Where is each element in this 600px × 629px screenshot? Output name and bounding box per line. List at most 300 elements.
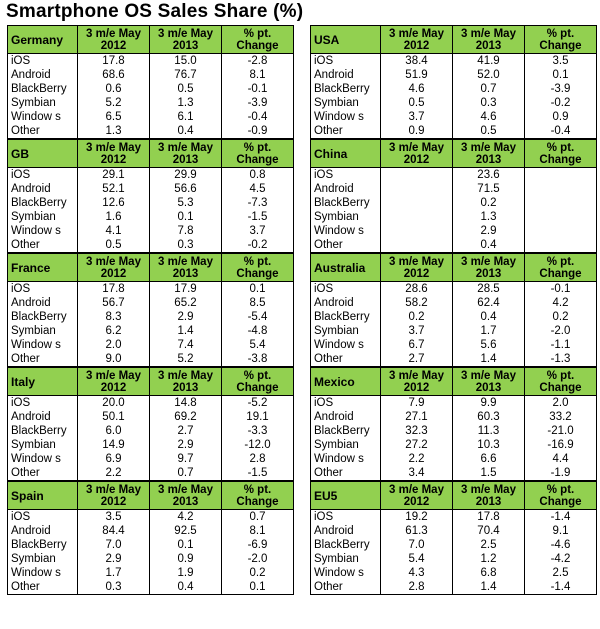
column-header <box>525 140 597 168</box>
os-label: Android <box>8 182 78 196</box>
value-cell: 0.5 <box>381 96 453 110</box>
value-cell: 0.5 <box>78 238 150 253</box>
os-label: Symbian <box>311 96 381 110</box>
table-row <box>8 54 294 69</box>
value-cell: -1.4 <box>525 510 597 525</box>
column-header <box>381 368 453 396</box>
os-label: Android <box>311 296 381 310</box>
column-header <box>78 368 150 396</box>
country-table-gb <box>7 139 294 253</box>
column-header-line: Change <box>539 39 582 52</box>
table-row <box>8 452 294 466</box>
value-cell: 0.2 <box>453 196 525 210</box>
column-header-line: 2012 <box>100 39 127 52</box>
table-row <box>311 524 597 538</box>
chart-title: Smartphone OS Sales Share (%) <box>6 1 304 22</box>
value-cell: 1.4 <box>453 580 525 595</box>
value-cell: 6.9 <box>78 452 150 466</box>
value-cell: 2.2 <box>381 452 453 466</box>
value-cell: 11.3 <box>453 424 525 438</box>
os-label: Window s <box>8 110 78 124</box>
column-header <box>381 254 453 282</box>
os-label: Other <box>8 238 78 253</box>
column-header <box>78 254 150 282</box>
value-cell <box>381 182 453 196</box>
table-header-row <box>8 140 294 168</box>
column-header-line: Change <box>236 495 279 508</box>
table-row <box>8 338 294 352</box>
column-header-line: 2013 <box>172 495 199 508</box>
value-cell: -4.2 <box>525 552 597 566</box>
value-cell: -5.4 <box>222 310 294 324</box>
value-cell: 4.2 <box>525 296 597 310</box>
value-cell: 1.3 <box>453 210 525 224</box>
country-label: Australia <box>311 254 381 282</box>
value-cell: -3.9 <box>222 96 294 110</box>
value-cell: 0.2 <box>381 310 453 324</box>
column-header-line: Change <box>539 381 582 394</box>
value-cell: 56.7 <box>78 296 150 310</box>
column-header-line: 2012 <box>100 153 127 166</box>
os-label: Android <box>8 296 78 310</box>
value-cell: 3.7 <box>381 324 453 338</box>
value-cell: 0.5 <box>453 124 525 139</box>
value-cell: 0.2 <box>525 310 597 324</box>
value-cell: 58.2 <box>381 296 453 310</box>
value-cell: -0.4 <box>525 124 597 139</box>
column-header-line: % pt. <box>546 483 575 496</box>
table-row <box>311 238 597 253</box>
column-header-line: 2012 <box>100 495 127 508</box>
os-label: BlackBerry <box>311 310 381 324</box>
value-cell: 71.5 <box>453 182 525 196</box>
column-header <box>150 368 222 396</box>
value-cell: -1.5 <box>222 466 294 481</box>
column-header-line: 3 m/e May <box>86 141 141 154</box>
table-row <box>311 396 597 411</box>
table-row <box>8 524 294 538</box>
table-row <box>311 580 597 595</box>
os-label: Other <box>8 466 78 481</box>
table-row <box>311 110 597 124</box>
value-cell: -0.2 <box>222 238 294 253</box>
column-header <box>453 482 525 510</box>
value-cell <box>525 210 597 224</box>
value-cell: -1.4 <box>525 580 597 595</box>
value-cell: 2.9 <box>150 310 222 324</box>
os-label: Window s <box>8 224 78 238</box>
column-header-line: 3 m/e May <box>461 255 516 268</box>
value-cell: 0.9 <box>525 110 597 124</box>
column-header <box>222 482 294 510</box>
os-label: BlackBerry <box>8 310 78 324</box>
column-header <box>150 482 222 510</box>
table-row <box>311 168 597 183</box>
country-table-mexico <box>310 367 597 481</box>
os-label: Symbian <box>8 438 78 452</box>
column-header <box>381 140 453 168</box>
table-row <box>311 124 597 139</box>
os-label: Android <box>8 68 78 82</box>
table-header-row <box>311 368 597 396</box>
value-cell: 1.3 <box>78 124 150 139</box>
value-cell: 0.9 <box>381 124 453 139</box>
table-row <box>8 466 294 481</box>
value-cell: 2.8 <box>381 580 453 595</box>
value-cell: 29.9 <box>150 168 222 183</box>
value-cell: 15.0 <box>150 54 222 69</box>
os-label: Android <box>311 68 381 82</box>
value-cell: 17.8 <box>78 54 150 69</box>
os-label: Android <box>311 182 381 196</box>
column-header-line: Change <box>236 381 279 394</box>
country-label: EU5 <box>311 482 381 510</box>
os-label: Symbian <box>311 210 381 224</box>
os-label: iOS <box>8 168 78 183</box>
value-cell: 2.7 <box>381 352 453 367</box>
value-cell: 0.5 <box>150 82 222 96</box>
os-label: Window s <box>311 566 381 580</box>
value-cell: 2.0 <box>78 338 150 352</box>
value-cell: 0.1 <box>150 210 222 224</box>
value-cell: 0.1 <box>222 580 294 595</box>
country-table-spain <box>7 481 294 595</box>
table-row <box>8 168 294 183</box>
value-cell <box>525 168 597 183</box>
value-cell: 52.1 <box>78 182 150 196</box>
table-row <box>8 182 294 196</box>
value-cell: 0.4 <box>453 310 525 324</box>
os-label: iOS <box>8 396 78 411</box>
column-header <box>78 26 150 54</box>
value-cell: 9.7 <box>150 452 222 466</box>
column-header <box>222 254 294 282</box>
value-cell: 52.0 <box>453 68 525 82</box>
os-label: BlackBerry <box>8 538 78 552</box>
table-row <box>311 310 597 324</box>
table-row <box>8 310 294 324</box>
os-label: Symbian <box>8 96 78 110</box>
column-header-line: 2013 <box>475 267 502 280</box>
value-cell: 32.3 <box>381 424 453 438</box>
value-cell: 62.4 <box>453 296 525 310</box>
column-header-line: 3 m/e May <box>389 483 444 496</box>
value-cell: 4.5 <box>222 182 294 196</box>
table-row <box>8 396 294 411</box>
os-label: Symbian <box>8 552 78 566</box>
column-header-line: 3 m/e May <box>461 483 516 496</box>
column-header-line: 3 m/e May <box>158 483 213 496</box>
value-cell: -2.0 <box>525 324 597 338</box>
value-cell: 0.3 <box>453 96 525 110</box>
value-cell: 0.2 <box>222 566 294 580</box>
column-header-line: 2013 <box>172 267 199 280</box>
value-cell: 14.8 <box>150 396 222 411</box>
column-header-line: % pt. <box>546 255 575 268</box>
value-cell: 5.2 <box>78 96 150 110</box>
value-cell: 3.7 <box>381 110 453 124</box>
column-header <box>453 254 525 282</box>
table-row <box>8 96 294 110</box>
country-label: USA <box>311 26 381 54</box>
column-header <box>525 26 597 54</box>
value-cell: 7.8 <box>150 224 222 238</box>
value-cell: -1.5 <box>222 210 294 224</box>
os-label: Android <box>311 524 381 538</box>
table-row <box>8 424 294 438</box>
value-cell: 2.9 <box>150 438 222 452</box>
value-cell: -1.9 <box>525 466 597 481</box>
value-cell: -0.4 <box>222 110 294 124</box>
table-row <box>311 452 597 466</box>
value-cell: 1.7 <box>453 324 525 338</box>
value-cell: 0.4 <box>453 238 525 253</box>
table-row <box>311 566 597 580</box>
os-label: Android <box>8 524 78 538</box>
column-header-line: 2012 <box>403 39 430 52</box>
column-header <box>453 368 525 396</box>
value-cell: 1.5 <box>453 466 525 481</box>
os-label: Symbian <box>311 324 381 338</box>
value-cell: 0.3 <box>150 238 222 253</box>
value-cell: 28.5 <box>453 282 525 297</box>
table-row <box>8 124 294 139</box>
table-row <box>311 410 597 424</box>
column-header-line: 3 m/e May <box>158 369 213 382</box>
value-cell: -4.8 <box>222 324 294 338</box>
column-header-line: % pt. <box>243 27 272 40</box>
value-cell: 6.5 <box>78 110 150 124</box>
table-row <box>311 296 597 310</box>
column-header-line: 2013 <box>475 153 502 166</box>
value-cell: 23.6 <box>453 168 525 183</box>
table-row <box>311 424 597 438</box>
table-row <box>8 296 294 310</box>
country-table-germany <box>7 25 294 139</box>
value-cell: 51.9 <box>381 68 453 82</box>
os-label: Window s <box>311 224 381 238</box>
value-cell: 65.2 <box>150 296 222 310</box>
value-cell: 0.7 <box>222 510 294 525</box>
table-row <box>311 210 597 224</box>
os-label: BlackBerry <box>311 424 381 438</box>
value-cell: 8.1 <box>222 524 294 538</box>
value-cell: 9.9 <box>453 396 525 411</box>
value-cell: 10.3 <box>453 438 525 452</box>
column-header-line: % pt. <box>243 141 272 154</box>
table-row <box>8 238 294 253</box>
table-row <box>8 552 294 566</box>
os-label: iOS <box>311 168 381 183</box>
value-cell: 2.7 <box>150 424 222 438</box>
column-header-line: 3 m/e May <box>158 255 213 268</box>
os-label: iOS <box>8 282 78 297</box>
table-row <box>311 224 597 238</box>
os-label: Other <box>8 352 78 367</box>
value-cell: 1.7 <box>78 566 150 580</box>
column-header-line: 2013 <box>475 39 502 52</box>
os-label: Other <box>311 580 381 595</box>
value-cell: 14.9 <box>78 438 150 452</box>
table-row <box>311 82 597 96</box>
value-cell: 0.3 <box>78 580 150 595</box>
country-label: Italy <box>8 368 78 396</box>
table-row <box>311 510 597 525</box>
value-cell: 70.4 <box>453 524 525 538</box>
column-header-line: Change <box>236 153 279 166</box>
value-cell: 6.6 <box>453 452 525 466</box>
table-row <box>311 54 597 69</box>
value-cell: 7.0 <box>381 538 453 552</box>
value-cell: 76.7 <box>150 68 222 82</box>
table-row <box>311 68 597 82</box>
value-cell: 5.3 <box>150 196 222 210</box>
value-cell: 38.4 <box>381 54 453 69</box>
os-label: Android <box>8 410 78 424</box>
column-header-line: % pt. <box>546 27 575 40</box>
value-cell: 17.8 <box>453 510 525 525</box>
os-label: iOS <box>8 54 78 69</box>
table-row <box>8 538 294 552</box>
os-label: BlackBerry <box>311 196 381 210</box>
column-header-line: 3 m/e May <box>389 255 444 268</box>
table-row <box>8 580 294 595</box>
column-header-line: 2012 <box>403 153 430 166</box>
value-cell: 60.3 <box>453 410 525 424</box>
value-cell: 0.7 <box>150 466 222 481</box>
value-cell: 4.2 <box>150 510 222 525</box>
table-row <box>311 438 597 452</box>
value-cell: 20.0 <box>78 396 150 411</box>
value-cell: 3.5 <box>78 510 150 525</box>
value-cell <box>525 224 597 238</box>
os-label: BlackBerry <box>8 196 78 210</box>
value-cell: 0.1 <box>222 282 294 297</box>
value-cell: 5.4 <box>381 552 453 566</box>
country-table-australia <box>310 253 597 367</box>
table-row <box>8 110 294 124</box>
value-cell: 68.6 <box>78 68 150 82</box>
value-cell: 33.2 <box>525 410 597 424</box>
table-header-row <box>8 368 294 396</box>
os-label: BlackBerry <box>311 538 381 552</box>
value-cell: 1.3 <box>150 96 222 110</box>
country-table-france <box>7 253 294 367</box>
column-header-line: 2012 <box>100 381 127 394</box>
column-header-line: % pt. <box>243 483 272 496</box>
value-cell: -21.0 <box>525 424 597 438</box>
table-row <box>311 196 597 210</box>
column-header-line: 3 m/e May <box>158 27 213 40</box>
value-cell: 7.0 <box>78 538 150 552</box>
column-header-line: 2013 <box>172 381 199 394</box>
column-header-line: 3 m/e May <box>389 141 444 154</box>
column-header-line: 2012 <box>403 381 430 394</box>
os-label: BlackBerry <box>8 82 78 96</box>
left-column <box>7 25 294 595</box>
value-cell: -0.1 <box>222 82 294 96</box>
value-cell: 17.9 <box>150 282 222 297</box>
column-header-line: 2013 <box>475 495 502 508</box>
value-cell: -0.1 <box>525 282 597 297</box>
column-header-line: Change <box>539 495 582 508</box>
column-header-line: % pt. <box>243 255 272 268</box>
value-cell: 17.8 <box>78 282 150 297</box>
table-row <box>311 282 597 297</box>
value-cell: 27.2 <box>381 438 453 452</box>
value-cell: 0.6 <box>78 82 150 96</box>
table-row <box>8 196 294 210</box>
os-label: Symbian <box>8 324 78 338</box>
value-cell: 2.9 <box>78 552 150 566</box>
os-label: Android <box>311 410 381 424</box>
os-label: Symbian <box>311 438 381 452</box>
value-cell <box>525 182 597 196</box>
value-cell: 5.4 <box>222 338 294 352</box>
value-cell: 6.7 <box>381 338 453 352</box>
value-cell: -6.9 <box>222 538 294 552</box>
value-cell: -7.3 <box>222 196 294 210</box>
country-table-italy <box>7 367 294 481</box>
column-header-line: 2013 <box>475 381 502 394</box>
value-cell: 6.2 <box>78 324 150 338</box>
column-header-line: 3 m/e May <box>461 27 516 40</box>
value-cell: 0.4 <box>150 124 222 139</box>
value-cell: 4.3 <box>381 566 453 580</box>
table-row <box>8 410 294 424</box>
column-header-line: 2012 <box>403 495 430 508</box>
column-header <box>381 482 453 510</box>
column-header-line: 3 m/e May <box>86 255 141 268</box>
column-header-line: 3 m/e May <box>86 483 141 496</box>
value-cell: 9.1 <box>525 524 597 538</box>
value-cell: 12.6 <box>78 196 150 210</box>
table-header-row <box>8 26 294 54</box>
value-cell: 1.9 <box>150 566 222 580</box>
table-row <box>8 224 294 238</box>
column-header <box>525 254 597 282</box>
value-cell <box>381 196 453 210</box>
table-row <box>8 210 294 224</box>
table-row <box>311 538 597 552</box>
value-cell: 4.4 <box>525 452 597 466</box>
country-label: Germany <box>8 26 78 54</box>
value-cell: -3.3 <box>222 424 294 438</box>
value-cell: -2.8 <box>222 54 294 69</box>
value-cell: 28.6 <box>381 282 453 297</box>
value-cell: 19.2 <box>381 510 453 525</box>
value-cell: 6.0 <box>78 424 150 438</box>
column-header <box>525 368 597 396</box>
table-row <box>8 68 294 82</box>
value-cell: 3.4 <box>381 466 453 481</box>
value-cell: 41.9 <box>453 54 525 69</box>
column-header-line: % pt. <box>546 369 575 382</box>
os-label: Window s <box>8 338 78 352</box>
os-label: Window s <box>311 110 381 124</box>
value-cell: -2.0 <box>222 552 294 566</box>
value-cell: 9.0 <box>78 352 150 367</box>
value-cell: 8.1 <box>222 68 294 82</box>
value-cell: 2.2 <box>78 466 150 481</box>
os-label: Window s <box>8 452 78 466</box>
value-cell: 61.3 <box>381 524 453 538</box>
os-label: iOS <box>311 282 381 297</box>
table-header-row <box>311 254 597 282</box>
os-label: Window s <box>8 566 78 580</box>
column-header <box>381 26 453 54</box>
table-row <box>8 282 294 297</box>
